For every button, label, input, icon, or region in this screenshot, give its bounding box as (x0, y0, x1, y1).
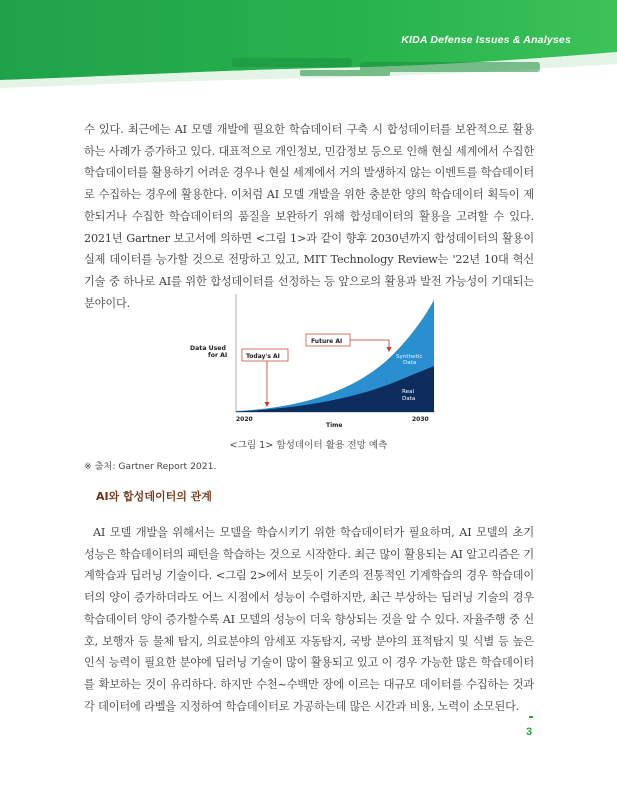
page-number: 3 (526, 726, 533, 738)
synthetic-label-line1: Synthetic (396, 354, 423, 360)
journal-title: KIDA Defense Issues & Analyses (401, 34, 571, 46)
body-paragraph-1: 수 있다. 최근에는 AI 모델 개발에 필요한 학습데이터 구축 시 합성데이터를 보완적으로 활용하는 사례가 증가하고 있다. 대표적으로 개인정보, 민감정보 등으로 인해 현실 세계에서 수집한 학습데이터를 활용하기 어려운 경우나 현실 세계에서 거의 발생하지 않는 이벤트를 학습데이터로 수집하는 경우에 활용한다. 이처럼 AI 모델 개발을 위한 충분한 양의 학습데이터 획득이 제한되거나 수집한 학습데이터의 품질을 보완하기 위해 합성데이터의 활용을 고려할 수 있다. 2021년 Gartner 보고서에 의하면 <그림 1>과 같이 향후 2030년까지 합성데이터의 활용이 실제 데이터를 능가할 것으로 전망하고 있고, MIT Technology Review는 '22년 10대 혁신기술 중 하나로 AI를 위한 합성데이터를 선정하는 등 앞으로의 활용과 발전 가능성이 기대되는 분야이다. (84, 123, 534, 310)
future-ai-label: Future AI (311, 338, 343, 345)
todays-ai-arrowhead (265, 402, 270, 407)
section-title: AI와 합성데이터의 관계 (96, 490, 212, 503)
figure-1 (190, 292, 440, 434)
y-axis-label-line1: Data Used (190, 345, 226, 352)
synthetic-label-line2: Data (403, 360, 417, 366)
todays-ai-label: Today's AI (246, 353, 280, 360)
y-axis-label-line2: for AI (208, 352, 228, 359)
body-paragraph-2: AI 모델 개발을 위해서는 모델을 학습시키기 위한 학습데이터가 필요하며, AI 모델의 초기 성능은 학습데이터의 패턴을 학습하는 것으로 시작한다. 최근 많이 활용되는 AI 알고리즘은 기계학습과 딥러닝 기술이다. <그림 2>에서 보듯이 기존의 전통적인 기계학습의 경우 학습데이터의 양이 증가하더라도 어느 시점에서 성능이 수렴하지만, 최근 부상하는 딥러닝 기술의 경우 학습데이터 양이 증가할수록 AI 모델의 성능이 더욱 향상되는 것을 알 수 있다. 자율주행 중 신호, 보행자 등 물체 탐지, 의료분야의 암세포 자동탐지, 국방 분야의 표적탐지 및 식별 등 높은 인식 능력이 필요한 분야에 딥러닝 기술이 많이 활용되고 있고 이 경우 가능한 많은 학습데이터를 확보하는 것이 유리하다. 하지만 수천~수백만 장에 이르는 대규모 데이터를 수집하는 것과 각 데이터에 라벨을 지정하여 학습데이터로 가공하는데 많은 시간과 비용, 노력이 소모된다. (84, 526, 534, 713)
real-label-line2: Data (402, 396, 416, 402)
future-ai-arrowhead (387, 347, 392, 352)
page-header (0, 0, 617, 88)
real-label-line1: Real (402, 389, 415, 395)
x-axis-title: Time (326, 422, 343, 429)
figure-source: ※ 출처: Gartner Report 2021. (84, 461, 217, 472)
synthetic-data-chart (190, 292, 440, 434)
x-tick-2030: 2030 (412, 416, 429, 423)
page-number-mark (529, 716, 533, 718)
figure-caption: <그림 1> 합성데이터 활용 전망 예측 (229, 440, 388, 451)
x-tick-2020: 2020 (236, 416, 253, 423)
